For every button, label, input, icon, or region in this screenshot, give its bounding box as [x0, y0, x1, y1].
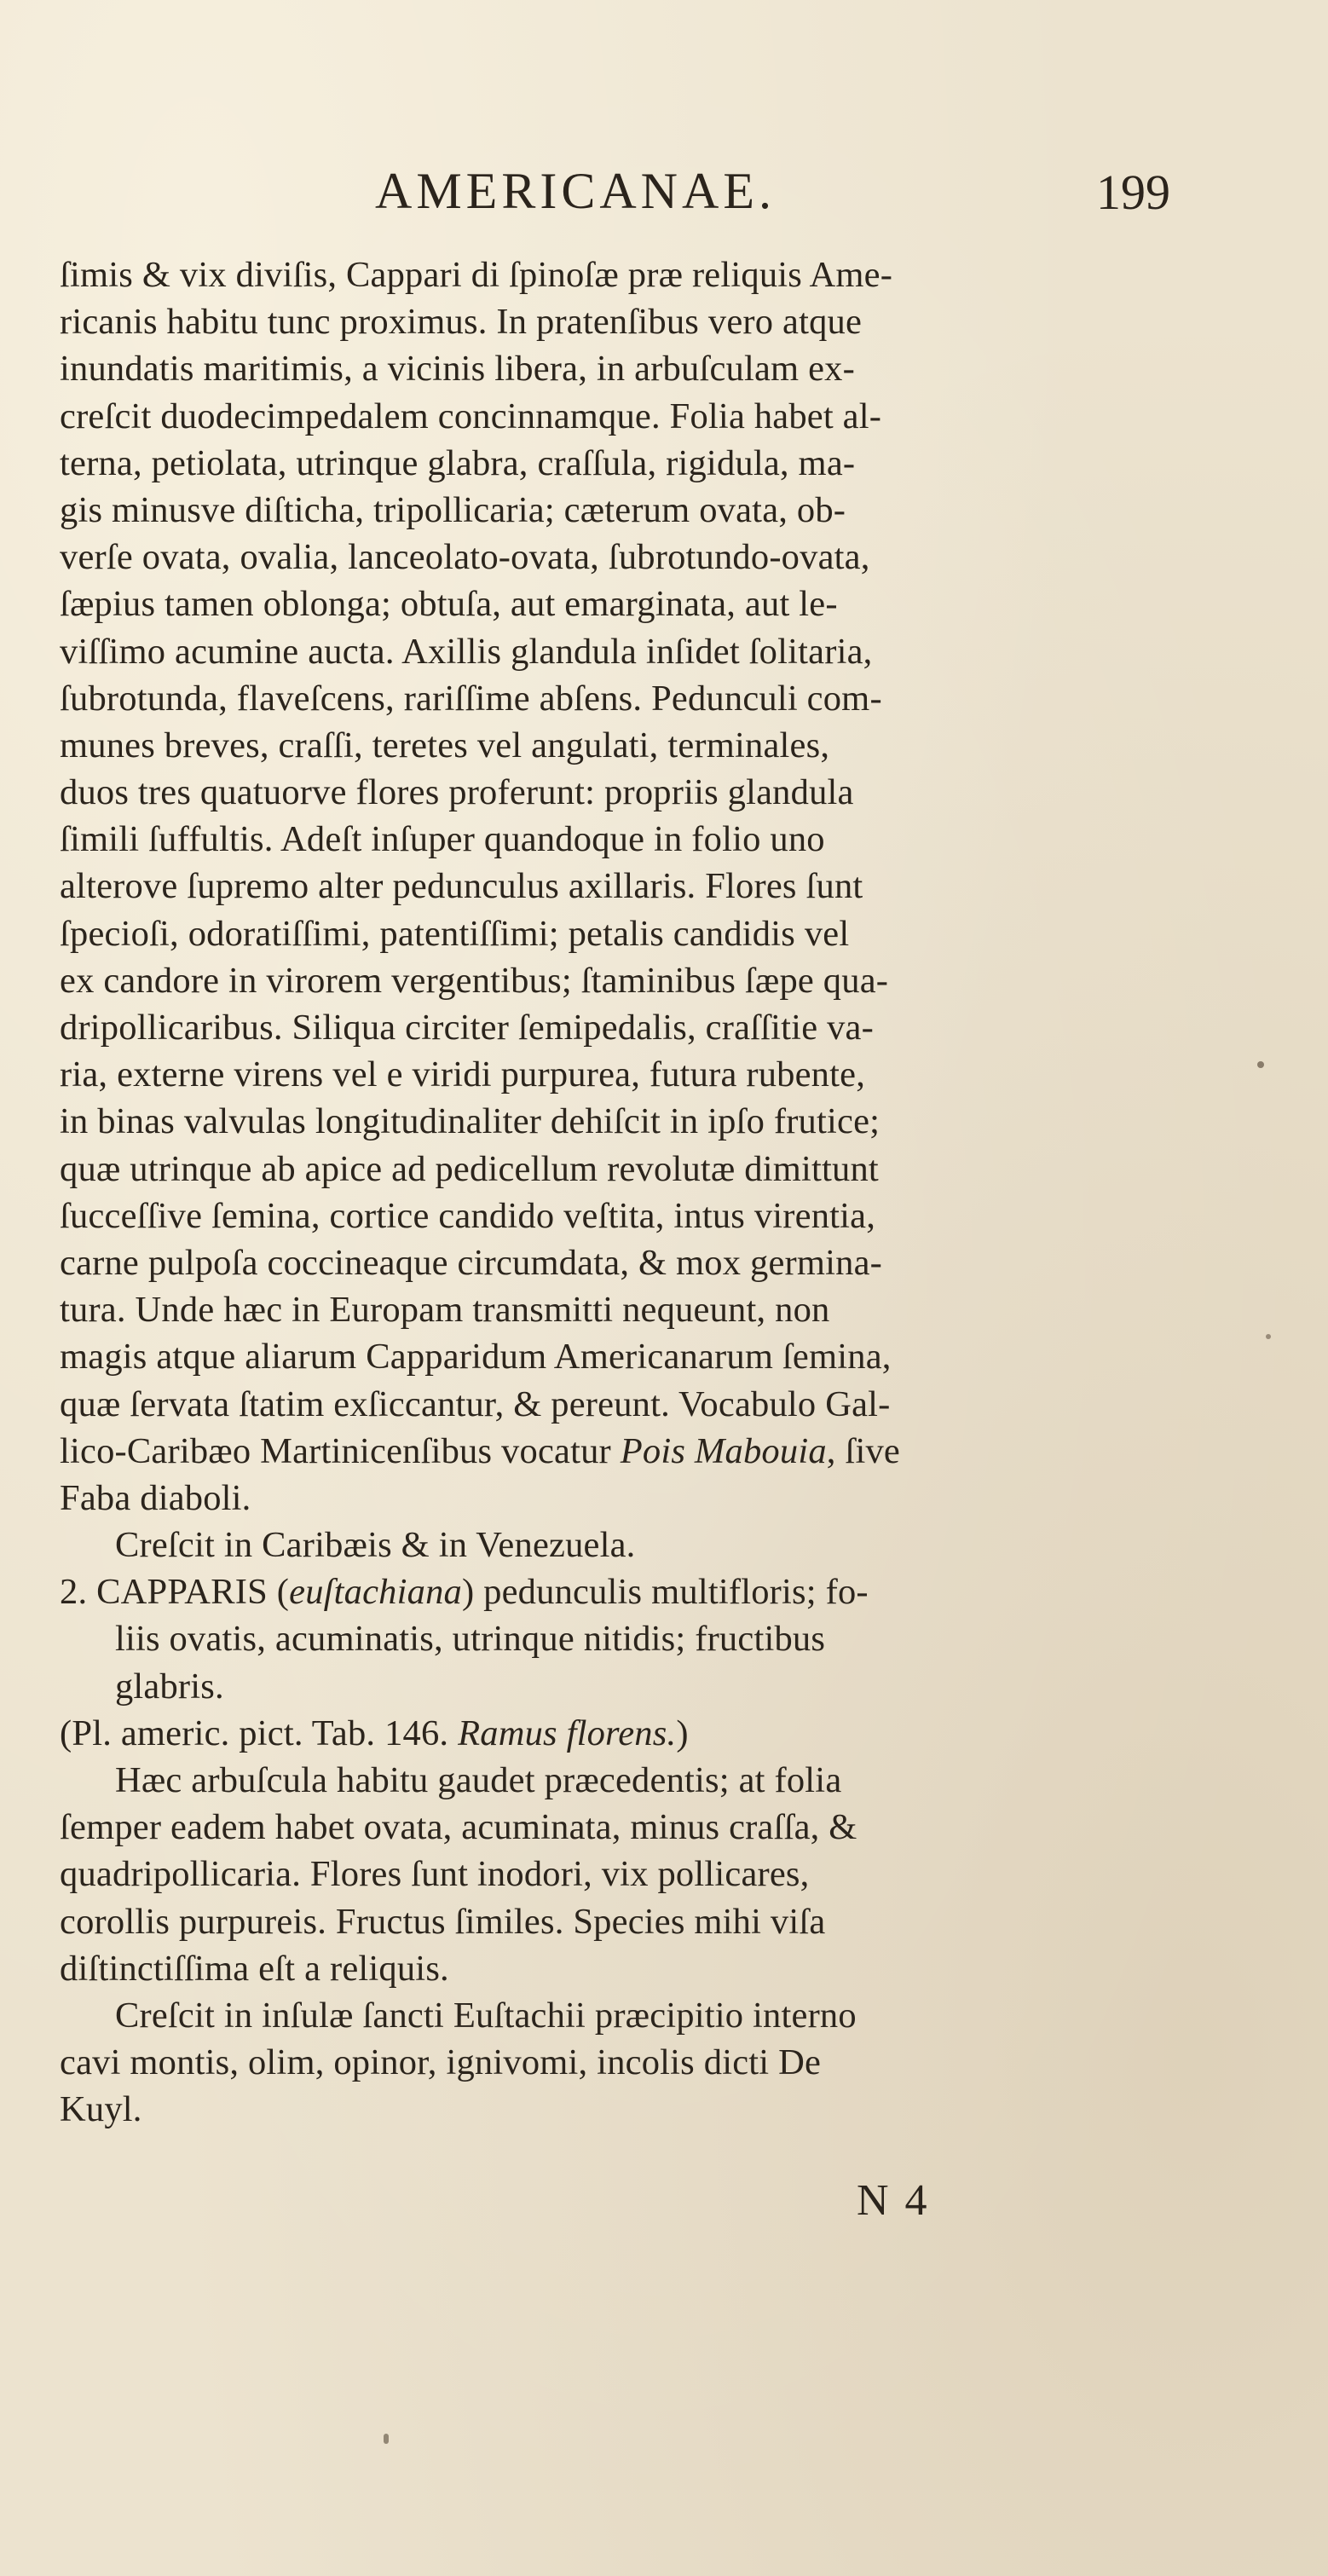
running-head: [0, 162, 1328, 230]
text-run: in binas valvulas longitudinaliter dehiſcit in ipſo frutice;: [60, 1101, 881, 1142]
text-run: diſtinctiſſima eſt a reliquis.: [60, 1948, 449, 1989]
text-line: [60, 1898, 1313, 1945]
italic-text: Ramus florens.: [458, 1713, 677, 1753]
text-run: Faba diaboli.: [60, 1477, 251, 1518]
text-run: corollis purpureis. Fructus ſimiles. Species mihi viſa: [60, 1901, 826, 1942]
text-line: [60, 1851, 1313, 1897]
text-line: [60, 1945, 1313, 1992]
text-run: ) pedunculis multifloris; fo-: [461, 1572, 869, 1613]
text-line: [60, 1381, 1313, 1428]
italic-text: Pois Mabouia: [620, 1430, 827, 1471]
ink-speck: [384, 2434, 389, 2444]
text-run: ſimis & vix diviſis, Cappari di ſpinoſæ præ reliquis Ame-: [60, 255, 893, 295]
text-line: [60, 1615, 1313, 1662]
text-line: [60, 1004, 1313, 1051]
text-run: quæ ſervata ſtatim exſiccantur, & pereunt. Vocabulo Gal-: [60, 1383, 891, 1424]
text-line: [60, 1098, 1313, 1145]
text-run: viſſimo acumine aucta. Axillis glandula inſidet ſolitaria,: [60, 631, 873, 672]
text-run: verſe ovata, ovalia, lanceolato-ovata, ſubrotundo-ovata,: [60, 537, 870, 578]
text-line: [60, 1663, 1313, 1710]
text-line: [60, 251, 1313, 298]
text-run: ria, externe virens vel e viridi purpurea, futura rubente,: [60, 1054, 866, 1095]
text-run: inundatis maritimis, a vicinis libera, in arbuſculam ex-: [60, 349, 855, 390]
ink-speck: [1266, 1334, 1271, 1339]
text-run: duos tres quatuorve flores proferunt: propriis glandula: [60, 772, 854, 813]
text-run: quadripollicaria. Flores ſunt inodori, vix pollicares,: [60, 1854, 810, 1895]
text-line: [60, 628, 1313, 675]
text-run: Kuyl.: [60, 2089, 142, 2130]
text-line: [60, 345, 1313, 392]
text-line: [60, 1239, 1313, 1286]
text-line: [60, 1051, 1313, 1098]
text-run: glabris.: [60, 1666, 224, 1707]
text-run: ſpecioſi, odoratiſſimi, patentiſſimi; petalis candidis vel: [60, 913, 850, 954]
text-run: 2. CAPPARIS (: [60, 1572, 290, 1613]
text-line: [60, 910, 1313, 957]
text-run: ſæpius tamen oblonga; obtuſa, aut emarginata, aut le-: [60, 584, 838, 625]
text-run: Creſcit in inſulæ ſancti Euſtachii præcipitio interno: [60, 1995, 857, 2036]
text-run: tura. Unde hæc in Europam transmitti nequeunt, non: [60, 1290, 830, 1331]
text-run: ): [676, 1713, 689, 1753]
text-run: dripollicaribus. Siliqua circiter ſemipedalis, craſſitie va-: [60, 1008, 874, 1048]
text-run: ex candore in virorem vergentibus; ſtaminibus ſæpe qua-: [60, 960, 889, 1001]
text-line: [60, 863, 1313, 910]
text-run: ſubrotunda, flaveſcens, rariſſime abſens. Pedunculi com-: [60, 678, 882, 719]
text-line: [60, 1475, 1313, 1522]
text-run: ſucceſſive ſemina, cortice candido veſtita, intus virentia,: [60, 1195, 876, 1236]
page-number: 199: [1096, 165, 1170, 220]
italic-text: euſtachiana: [289, 1572, 462, 1613]
text-line: [60, 722, 1313, 769]
text-run: carne pulpoſa coccineaque circumdata, & mox germina-: [60, 1242, 883, 1283]
text-line: [60, 1333, 1313, 1380]
text-line: [60, 298, 1313, 345]
text-run: ſemper eadem habet ovata, acuminata, minus craſſa, &: [60, 1807, 857, 1848]
text-line: [60, 1286, 1313, 1333]
text-run: quæ utrinque ab apice ad pedicellum revolutæ dimittunt: [60, 1148, 879, 1189]
signature-mark: N 4: [857, 2176, 930, 2225]
text-run: ricanis habitu tunc proximus. In pratenſibus vero atque: [60, 302, 863, 343]
text-run: creſcit duodecimpedalem concinnamque. Folia habet al-: [60, 396, 882, 436]
text-line: [60, 1757, 1313, 1804]
text-run: gis minusve diſticha, tripollicaria; cæterum ovata, ob-: [60, 489, 846, 530]
text-line: [60, 580, 1313, 627]
running-head-title: AMERICANAE.: [375, 163, 776, 219]
text-line: [60, 957, 1313, 1004]
text-line: [60, 534, 1313, 580]
body-text: [60, 251, 1313, 2134]
text-run: lico-Caribæo Martinicenſibus vocatur: [60, 1430, 621, 1471]
text-line: [60, 1193, 1313, 1239]
text-run: alterove ſupremo alter pedunculus axillaris. Flores ſunt: [60, 866, 863, 907]
text-run: Creſcit in Caribæis & in Venezuela.: [60, 1525, 636, 1566]
text-run: Hæc arbuſcula habitu gaudet præcedentis; at folia: [60, 1760, 842, 1800]
text-run: terna, petiolata, utrinque glabra, craſſula, rigidula, ma-: [60, 442, 856, 483]
ink-speck: [1257, 1061, 1264, 1068]
text-line: [60, 1146, 1313, 1193]
text-run: cavi montis, olim, opinor, ignivomi, incolis dicti De: [60, 2042, 822, 2083]
text-line: [60, 1710, 1313, 1757]
text-line: [60, 1568, 1313, 1615]
text-line: [60, 1522, 1313, 1568]
text-line: [60, 675, 1313, 722]
text-run: ſimili ſuffultis. Adeſt inſuper quandoque in folio uno: [60, 819, 825, 860]
text-run: (Pl. americ. pict. Tab. 146.: [60, 1713, 459, 1753]
text-line: [60, 1804, 1313, 1851]
text-run: , ſive: [826, 1430, 900, 1471]
text-line: [60, 816, 1313, 863]
text-line: [60, 487, 1313, 534]
text-run: munes breves, craſſi, teretes vel angulati, terminales,: [60, 725, 830, 765]
text-line: [60, 440, 1313, 487]
text-line: [60, 393, 1313, 440]
text-line: [60, 1992, 1313, 2039]
text-line: [60, 1428, 1313, 1475]
text-line: [60, 769, 1313, 816]
text-line: [60, 2039, 1313, 2086]
text-line: [60, 2086, 1313, 2133]
text-run: magis atque aliarum Capparidum Americanarum ſemina,: [60, 1337, 892, 1378]
text-run: liis ovatis, acuminatis, utrinque nitidis; fructibus: [60, 1619, 826, 1660]
